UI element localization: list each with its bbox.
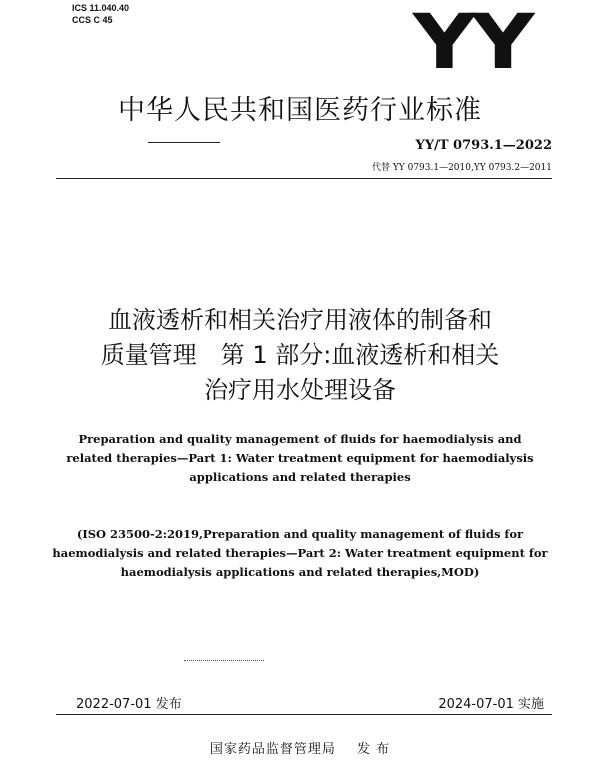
iso-equivalence: [40, 525, 560, 582]
footer-divider: [56, 714, 552, 715]
iso-line: haemodialysis and related therapies—Part 2: Water treatment equipment for: [52, 546, 548, 560]
header-divider: [56, 178, 552, 179]
classification-codes: [72, 2, 129, 26]
implement-date: 2024-07-01 实施: [438, 697, 544, 712]
english-title: [60, 430, 540, 487]
chinese-title-line: 血液透析和相关治疗用液体的制备和: [108, 306, 492, 334]
ccs-code: CCS C 45: [72, 15, 113, 25]
yy-logo: YY: [412, 0, 530, 86]
standard-number: YY/T 0793.1—2022: [415, 138, 552, 153]
iso-line: haemodialysis applications and related therapies,MOD): [120, 565, 480, 579]
chinese-title: [0, 303, 600, 408]
ics-code: ICS 11.040.40: [72, 3, 130, 13]
english-title-line: Preparation and quality management of fluids for haemodialysis and: [78, 432, 522, 446]
replaces-note: 代替 YY 0793.1—2010,YY 0793.2—2011: [371, 163, 552, 173]
issuer-action: 发 布: [357, 742, 391, 757]
english-title-line: related therapies—Part 1: Water treatment equipment for haemodialysis: [66, 451, 534, 465]
iso-line: (ISO 23500-2:2019,Preparation and quality management of fluids for: [76, 527, 524, 541]
dotted-mark: [184, 660, 264, 661]
issuer-line: [0, 738, 600, 757]
chinese-title-line: 治疗用水处理设备: [204, 376, 396, 404]
english-title-line: applications and related therapies: [189, 470, 411, 484]
issuer-name: 国家药品监督管理局: [209, 742, 336, 757]
standard-category: 中华人民共和国医药行业标准: [118, 95, 482, 126]
publish-date: 2022-07-01 发布: [76, 697, 182, 712]
chinese-title-line: 质量管理 第 1 部分:血液透析和相关: [100, 341, 500, 369]
short-divider: [148, 142, 220, 143]
